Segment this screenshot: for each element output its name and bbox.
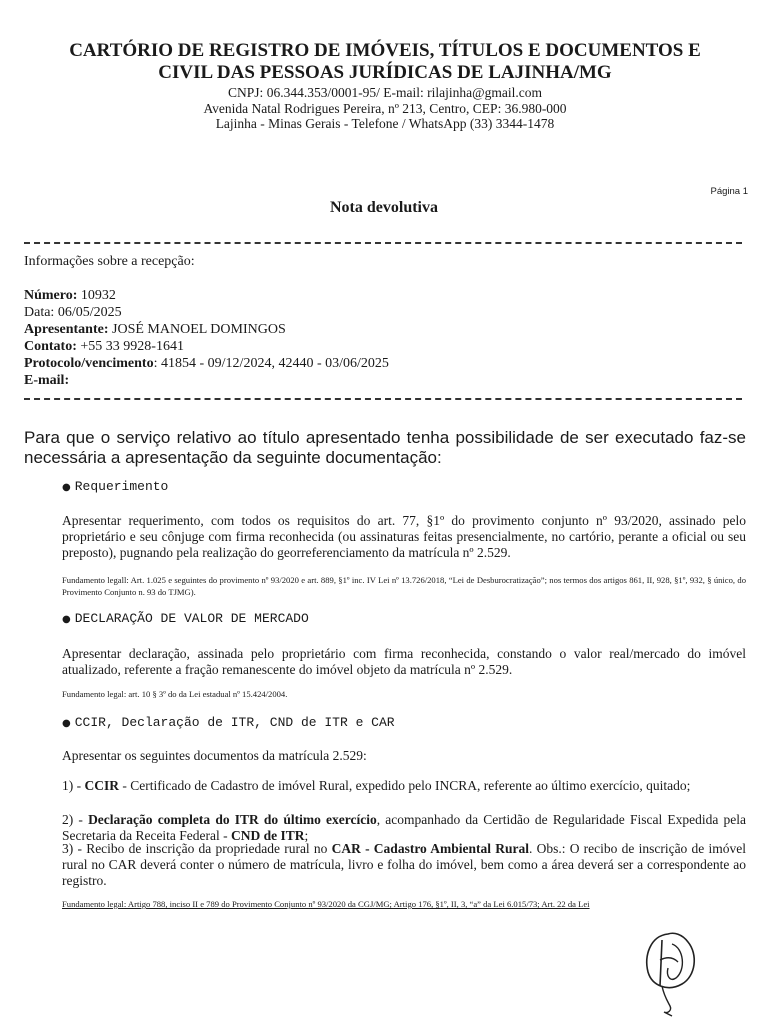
handwritten-signature <box>638 926 708 1018</box>
numero-value: 10932 <box>77 288 116 303</box>
protocolo-label: Protocolo/vencimento <box>24 356 154 371</box>
registry-title-line-1: CARTÓRIO DE REGISTRO DE IMÓVEIS, TÍTULOS E DOCUMENTOS E <box>69 40 701 61</box>
section-heading-requerimento <box>62 479 168 494</box>
protocolo-value: : 41854 - 09/12/2024, 42440 - 03/06/2025 <box>153 356 389 371</box>
fundamento-requerimento: Fundamento legall: Art. 1.025 e seguintes do provimento nº 93/2020 e art. 889, §1º inc. IV Lei nº 13.726/2018, “Lei de Desburocratização”; nos termos dos artigos 861, II, 928, §1º, 932, § único, do Provimento Conjunto n. 93 do TJMG). <box>62 575 746 597</box>
item-number: 3) - <box>62 841 87 856</box>
document-item-1 <box>62 778 746 794</box>
apresentante-value: JOSÉ MANOEL DOMINGOS <box>108 322 286 337</box>
intro-paragraph: Para que o serviço relativo ao título apresentado tenha possibilidade de ser executado faz-se necessária a apresentação da seguinte documentação: <box>24 428 746 467</box>
numero-row <box>24 287 389 304</box>
contato-label: Contato: <box>24 339 77 354</box>
item-end: ; <box>304 828 309 843</box>
registry-contact-block <box>20 85 750 132</box>
fundamento-valor-mercado: Fundamento legal: art. 10 § 3º do da Lei estadual nº 15.424/2004. <box>62 689 288 699</box>
email-row <box>24 372 389 389</box>
page-number: Página 1 <box>710 186 748 197</box>
item-number: 2) - <box>62 812 89 827</box>
registry-title-line-2: CIVIL DAS PESSOAS JURÍDICAS DE LAJINHA/MG <box>158 62 612 83</box>
bullet-dot-icon: ● <box>62 614 71 625</box>
bullet-dot-icon: ● <box>62 718 71 729</box>
contato-row <box>24 338 389 355</box>
section-text-requerimento: Apresentar requerimento, com todos os requisitos do art. 77, §1º do provimento conjunto nº 93/2020, assinado pelo proprietário e seu cônjuge com firma reconhecida (ou assinaturas feitas presencialmente, no cartório, perante a oficial ou seu preposto), pugnando pela realização do georreferenciamento da matrícula nº 2.529. <box>62 513 746 560</box>
address-line: Avenida Natal Rodrigues Pereira, nº 213, Centro, CEP: 36.980-000 <box>203 100 567 116</box>
fundamento-ccir-itr-car: Fundamento legal: Artigo 788, inciso II e 789 do Provimento Conjunto nº 93/2020 da CGJ/MG; Artigo 176, §1º, II, 3, “a” da Lei 6.015/73; Art. 22 da Lei <box>62 899 590 909</box>
cnpj-email-line: CNPJ: 06.344.353/0001-95/ E-mail: rilajinha@gmail.com <box>228 85 542 100</box>
section-heading-ccir-itr-car <box>62 715 395 730</box>
email-label: E-mail: <box>24 373 70 388</box>
dashed-divider-bottom <box>24 398 742 400</box>
city-phone-line: Lajinha - Minas Gerais - Telefone / WhatsApp (33) 3344-1478 <box>215 116 555 131</box>
section-text-valor-mercado: Apresentar declaração, assinada pelo proprietário com firma reconhecida, constando o valor real/mercado do imóvel atualizado, referente a fração remanescente do imóvel objeto da matrícula nº 2.529. <box>62 646 746 677</box>
reception-heading: Informações sobre a recepção: <box>24 254 195 269</box>
section-heading-text: CCIR, Declaração de ITR, CND de ITR e CAR <box>74 715 395 730</box>
item-bold-2: CND de ITR <box>231 828 305 843</box>
item-text: - Certificado de Cadastro de imóvel Rural, expedido pelo INCRA, referente ao último exercício, quitado; <box>119 778 691 793</box>
data-row: Data: 06/05/2025 <box>24 305 122 320</box>
document-item-2 <box>62 812 746 844</box>
section-heading-text: Requerimento <box>74 479 169 494</box>
item-text: , acompanhado da Certidão de Regularidade Fiscal Expedida pela Secretaria da Receita Federal - <box>62 812 746 843</box>
section-heading-text: DECLARAÇÃO DE VALOR DE MERCADO <box>74 611 309 626</box>
document-item-3 <box>62 841 746 889</box>
registry-office-name <box>20 40 750 84</box>
item-bold: CAR - Cadastro Ambiental Rural <box>331 841 530 856</box>
document-title: Nota devolutiva <box>330 199 438 216</box>
item-text-pre: Recibo de inscrição da propriedade rural no <box>86 841 332 856</box>
item-number: 1) - <box>62 778 85 793</box>
section-heading-valor-mercado <box>62 611 309 626</box>
item-text: . Obs.: O recibo de inscrição de imóvel rural no CAR deverá conter o número de matrícula, livro e folha do imóvel, bem como a área deverá ser a correspondente ao registro. <box>62 841 746 888</box>
section-intro-ccir-itr-car: Apresentar os seguintes documentos da matrícula 2.529: <box>62 748 367 763</box>
apresentante-row <box>24 321 389 338</box>
bullet-dot-icon: ● <box>62 482 71 493</box>
item-bold: Declaração completa do ITR do último exercício <box>88 812 377 827</box>
apresentante-label: Apresentante: <box>24 322 109 337</box>
contato-value: +55 33 9928-1641 <box>76 339 184 354</box>
numero-label: Número: <box>24 288 78 303</box>
dashed-divider-top <box>24 242 742 244</box>
protocolo-row <box>24 355 389 372</box>
reception-details <box>24 287 389 389</box>
item-bold: CCIR <box>84 778 120 793</box>
